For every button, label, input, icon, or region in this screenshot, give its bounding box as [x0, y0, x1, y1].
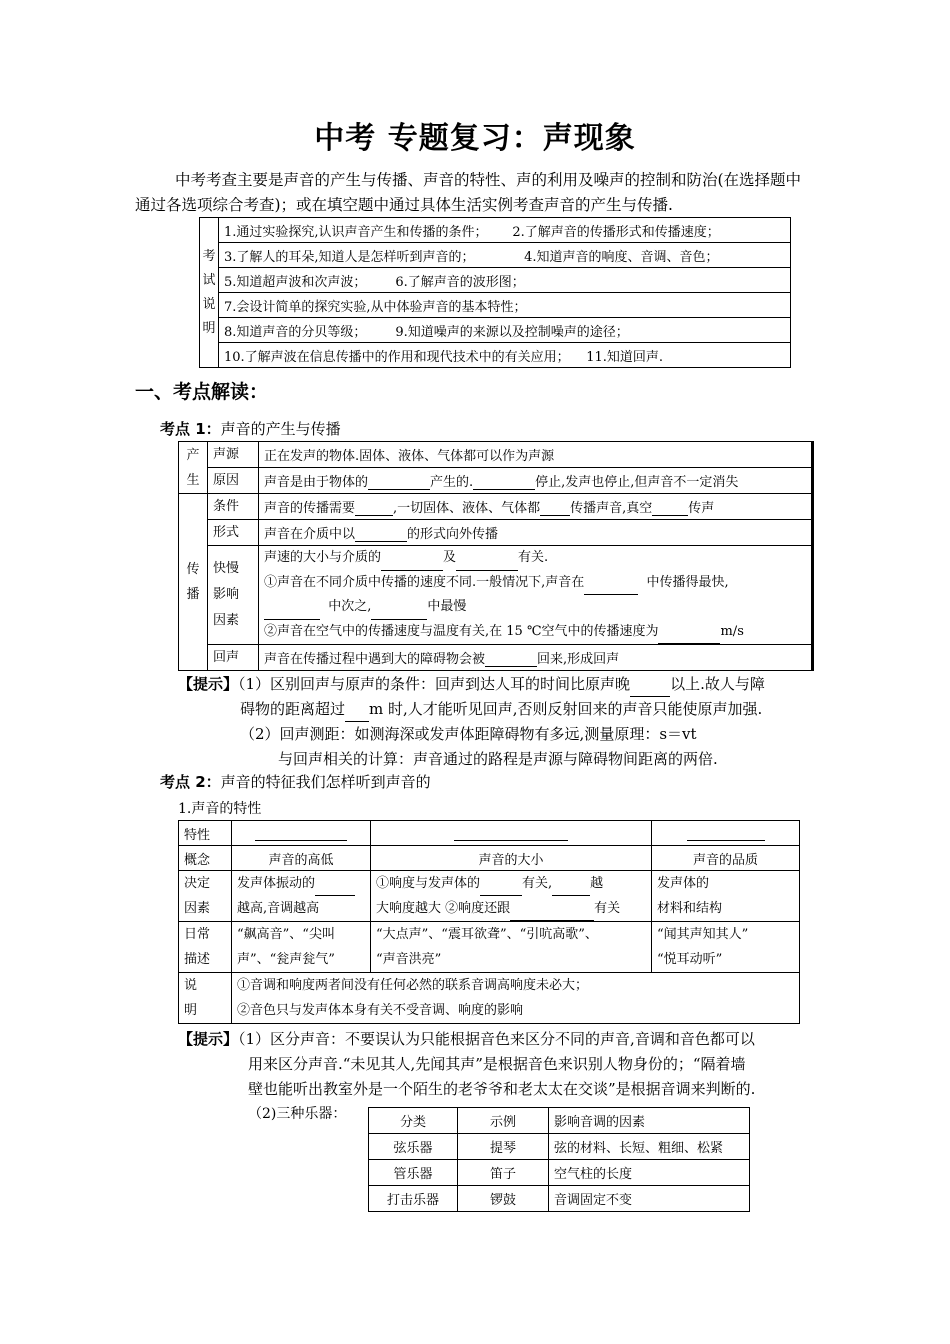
- exam-row: 10.了解声波在信息传播中的作用和现代技术中的有关应用； 11.知道回声.: [219, 343, 791, 368]
- blank[interactable]: [315, 881, 355, 896]
- kp2-heading: [160, 771, 431, 792]
- blank[interactable]: [264, 605, 320, 620]
- tip-line: 与回声相关的计算：声音通过的路程是声源与障碍物间距离的两倍.: [278, 750, 718, 768]
- row-key: 快慢 影响 因素: [208, 546, 259, 645]
- tip-line: 壁也能听出教室外是一个陌生的老爷爷和老太太在交谈”是根据音调来判断的.: [248, 1080, 756, 1098]
- desc-loudness: “大点声”、“震耳欲聋”、“引吭高歌”、 “声音洪亮”: [371, 922, 652, 973]
- blank[interactable]: [473, 475, 535, 490]
- header-cell: 分类: [369, 1108, 458, 1134]
- blank[interactable]: [368, 475, 430, 490]
- blank[interactable]: [456, 556, 518, 571]
- group-label-chuanbo: [179, 494, 208, 671]
- tip2: 【提示】（1）区分声音：不要误认为只能根据音色来区分不同的声音,音调和音色都可以 用来区分声音.“未见其人,先闻其声”是根据音色来识别人物身份的；“隔着墙 壁也能听出教室外是一个陌生的老爷爷和老太太在交谈”是根据音调来判断的. （2)三种乐器：: [178, 1027, 818, 1127]
- group-char: 播: [186, 587, 200, 602]
- desc-timbre: “闻其声知其人” “悦耳动听”: [652, 922, 800, 973]
- blank[interactable]: [381, 556, 443, 571]
- exam-requirements-table: [199, 217, 791, 368]
- exam-label-char: 考: [202, 248, 216, 264]
- blank-header[interactable]: [371, 821, 652, 846]
- blank[interactable]: [540, 501, 570, 516]
- blank-header[interactable]: [652, 821, 800, 846]
- note-text: ①音调和响度两者间没有任何必然的联系音调高响度未必大； ②音色只与发声体本身有关不受音调、响度的影响: [232, 973, 800, 1024]
- blank[interactable]: [630, 682, 670, 697]
- subheading: 1.声音的特性: [178, 801, 262, 817]
- page-title: 中考 专题复习：声现象: [314, 121, 636, 156]
- blank-header[interactable]: [232, 821, 371, 846]
- blank[interactable]: [355, 527, 407, 542]
- tip-label: 【提示】: [178, 1030, 239, 1048]
- row-key: 形式: [208, 520, 259, 546]
- exam-label-char: 说: [202, 296, 216, 312]
- blank[interactable]: [552, 881, 590, 896]
- table-cell: 提琴: [458, 1134, 549, 1160]
- tip1: 【提示】（1）区别回声与原声的条件：回声到达人耳的时间比原声晚 以上.故人与障 碍物的距离超过 m 时,人才能听见回声,否则反射回来的声音只能使原声加强. （2）回声测距：如测海深或发声体距障碍物有多远,测量原理：s＝vt 与回声相关的计算：声音通过的路程是声源与障碍物间距离的两倍.: [178, 672, 818, 772]
- row-key: 特性: [179, 821, 232, 846]
- group-char: 生: [186, 472, 200, 488]
- kp2-label: 考点 2：: [160, 773, 221, 791]
- tip-label: 【提示】: [178, 675, 239, 693]
- sound-characteristics-table: [178, 820, 800, 1024]
- exam-label-char: 试: [202, 272, 216, 288]
- table-cell: 音调固定不变: [549, 1186, 750, 1212]
- group-label-chansheng: [179, 442, 208, 494]
- blank[interactable]: [345, 707, 369, 722]
- intro-paragraph: 中考考查主要是声音的产生与传播、声音的特性、声的利用及噪声的控制和防治(在选择题中通过各选项综合考查)；或在填空题中通过具体生活实例考查声音的产生与传播.: [135, 171, 802, 214]
- kp1-text: 声音的产生与传播: [220, 420, 341, 438]
- row-key: 日常 描述: [179, 922, 232, 973]
- concept-pitch: 声音的高低: [232, 846, 371, 871]
- exam-row: 1.通过实验探究,认识声音产生和传播的条件； 2.了解声音的传播形式和传播速度；: [219, 218, 791, 243]
- section-heading: 一、考点解读：: [135, 381, 269, 403]
- propagation-table: [178, 441, 814, 671]
- group-char: 产: [186, 447, 200, 463]
- row-key: 原因: [208, 468, 259, 494]
- row-key: 回声: [208, 645, 259, 671]
- table-cell: 弦乐器: [369, 1134, 458, 1160]
- blank[interactable]: [510, 906, 594, 921]
- row-key: 决定 因素: [179, 871, 232, 922]
- header-cell: 影响音调的因素: [549, 1108, 750, 1134]
- row-value: 声音的传播需要 ,一切固体、液体、气体都 传播声音,真空 传声: [259, 494, 813, 520]
- exam-row: 8.知道声音的分贝等级； 9.知道噪声的来源以及控制噪声的途径；: [219, 318, 791, 343]
- table-cell: 管乐器: [369, 1160, 458, 1186]
- decide-timbre: 发声体的 材料和结构: [652, 871, 800, 922]
- tip-line: 用来区分声音.“未见其人,先闻其声”是根据音色来识别人物身份的；“隔着墙: [248, 1055, 746, 1073]
- row-value: 正在发声的物体.固体、液体、气体都可以作为声源: [259, 442, 813, 468]
- group-char: 传: [186, 562, 200, 577]
- row-key: 声源: [208, 442, 259, 468]
- desc-pitch: “飙高音”、“尖叫 声”、“瓮声瓮气”: [232, 922, 371, 973]
- row-value: 声音在介质中以 的形式向外传播: [259, 520, 813, 546]
- concept-loudness: 声音的大小: [371, 846, 652, 871]
- blank[interactable]: [355, 501, 393, 516]
- row-value: 声音在传播过程中遇到大的障碍物会被 回来,形成回声: [259, 645, 813, 671]
- concept-timbre: 声音的品质: [652, 846, 800, 871]
- decide-loudness: ①响度与发声体的 有关, 越 大响度越大 ②响度还跟 有关: [371, 871, 652, 922]
- header-cell: 示例: [458, 1108, 549, 1134]
- row-key: 说 明: [179, 973, 232, 1024]
- blank[interactable]: [652, 501, 688, 516]
- table-cell: 笛子: [458, 1160, 549, 1186]
- exam-row: 5.知道超声波和次声波； 6.了解声音的波形图；: [219, 268, 791, 293]
- table-cell: 打击乐器: [369, 1186, 458, 1212]
- kp1-label: 考点 1：: [160, 420, 221, 438]
- blank[interactable]: [485, 652, 537, 667]
- table-cell: 弦的材料、长短、粗细、松紧: [549, 1134, 750, 1160]
- row-value: 声速的大小与介质的 及 有关. ①声音在不同介质中传播的速度不同.一般情况下,声音在 中传播得最快, 中次之, 中最慢 ②声音在空气中的传播速度与温度有关,在 15 ℃空气中的传播速度为 m/s: [259, 546, 813, 645]
- exam-row: 3.了解人的耳朵,知道人是怎样听到声音的； 4.知道声音的响度、音调、音色；: [219, 243, 791, 268]
- blank[interactable]: [658, 629, 720, 644]
- kp1-heading: [160, 418, 341, 439]
- exam-label-char: 明: [202, 320, 216, 336]
- tip-line: （2)三种乐器：: [248, 1106, 347, 1122]
- row-key: 条件: [208, 494, 259, 520]
- kp2-text: 声音的特征我们怎样听到声音的: [220, 773, 431, 791]
- tip-line: （2）回声测距：如测海深或发声体距障碍物有多远,测量原理：s＝vt: [240, 725, 697, 743]
- instruments-table: [368, 1107, 750, 1212]
- blank[interactable]: [584, 580, 638, 595]
- row-key: 概念: [179, 846, 232, 871]
- table-cell: 空气柱的长度: [549, 1160, 750, 1186]
- row-value: 声音是由于物体的 产生的. 停止,发声也停止,但声音不一定消失: [259, 468, 813, 494]
- blank[interactable]: [480, 881, 522, 896]
- decide-pitch: 发声体振动的 越高,音调越高: [232, 871, 371, 922]
- blank[interactable]: [371, 605, 427, 620]
- exam-row: 7.会设计简单的探究实验,从中体验声音的基本特性；: [219, 293, 791, 318]
- exam-label: [200, 218, 219, 368]
- table-cell: 锣鼓: [458, 1186, 549, 1212]
